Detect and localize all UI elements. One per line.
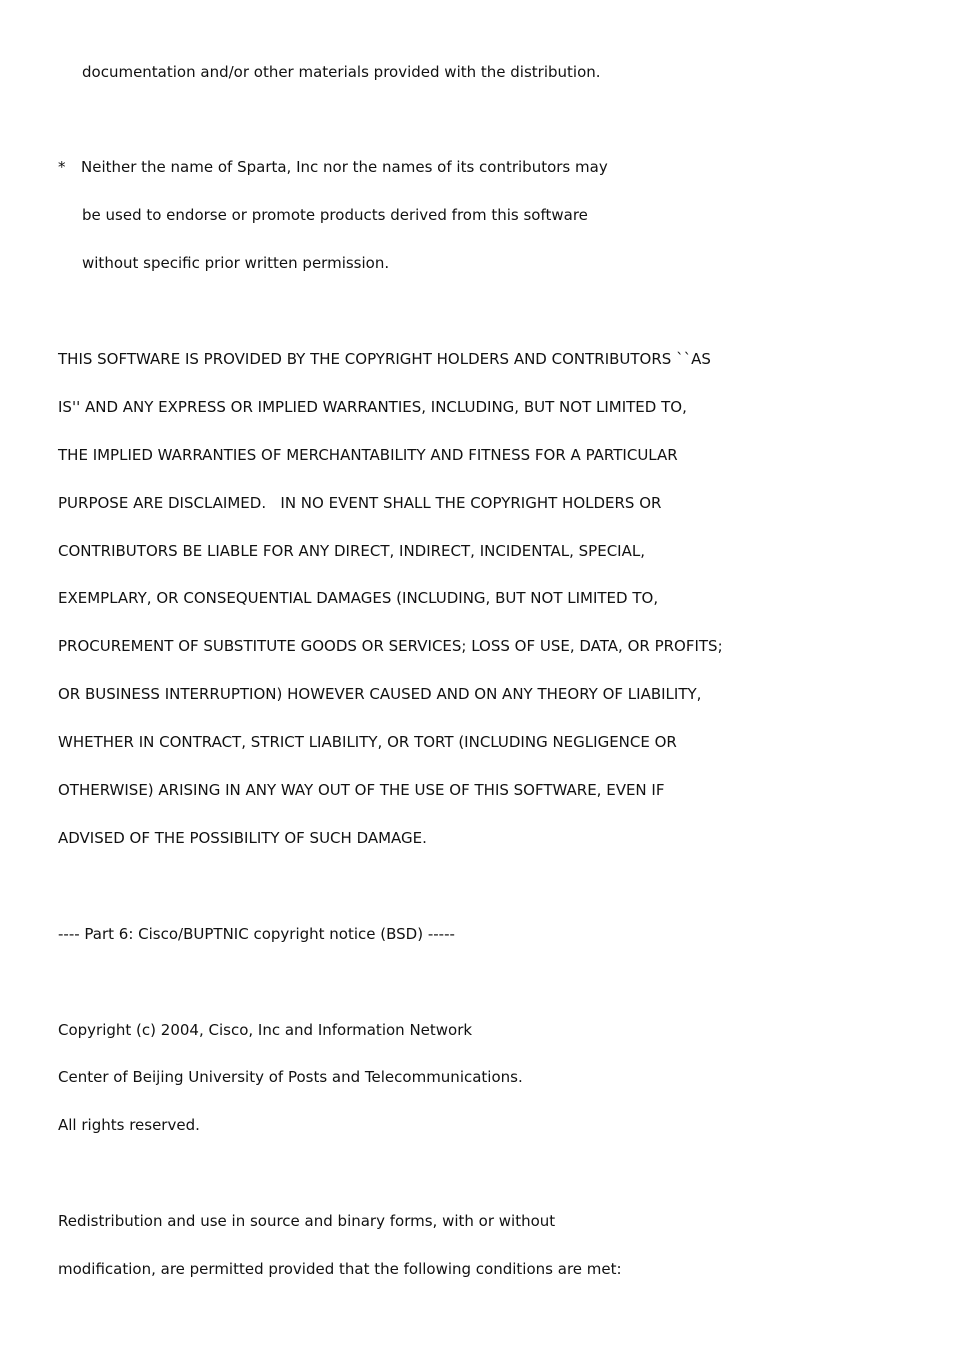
text-line: Center of Beijing University of Posts and Telecommunications. [58,1068,523,1086]
text-line: Copyright (c) 2004, Cisco, Inc and Information Network [58,1021,473,1039]
text-line: OR BUSINESS INTERRUPTION) HOWEVER CAUSED AND ON ANY THEORY OF LIABILITY, [58,685,702,703]
text-line: PURPOSE ARE DISCLAIMED. IN NO EVENT SHALL THE COPYRIGHT HOLDERS OR [58,494,662,512]
text-line: IS'' AND ANY EXPRESS OR IMPLIED WARRANTIES, INCLUDING, BUT NOT LIMITED TO, [58,398,687,416]
text-line: Neither the name of Sparta, Inc nor the names of its contributors may [81,158,608,176]
section-heading: ---- Part 6: Cisco/BUPTNIC copyright notice (BSD) ----- [58,925,455,943]
text-line: CONTRIBUTORS BE LIABLE FOR ANY DIRECT, INDIRECT, INCIDENTAL, SPECIAL, [58,542,645,560]
text-line: modification, are permitted provided that the following conditions are met: [58,1260,622,1278]
text-line: All rights reserved. [58,1116,200,1134]
text-line: Redistribution and use in source and binary forms, with or without [58,1212,556,1230]
text-line: THE IMPLIED WARRANTIES OF MERCHANTABILITY AND FITNESS FOR A PARTICULAR [58,446,678,464]
text-line: documentation and/or other materials provided with the distribution. [82,63,601,81]
text-line: ADVISED OF THE POSSIBILITY OF SUCH DAMAGE. [58,829,427,847]
text-line: WHETHER IN CONTRACT, STRICT LIABILITY, OR TORT (INCLUDING NEGLIGENCE OR [58,733,677,751]
text-line: be used to endorse or promote products derived from this software [82,206,588,224]
text-line: EXEMPLARY, OR CONSEQUENTIAL DAMAGES (INCLUDING, BUT NOT LIMITED TO, [58,589,659,607]
text-line: PROCUREMENT OF SUBSTITUTE GOODS OR SERVICES; LOSS OF USE, DATA, OR PROFITS; [58,637,723,655]
text-line: OTHERWISE) ARISING IN ANY WAY OUT OF THE USE OF THIS SOFTWARE, EVEN IF [58,781,665,799]
text-line: THIS SOFTWARE IS PROVIDED BY THE COPYRIGHT HOLDERS AND CONTRIBUTORS ``AS [58,350,711,368]
bullet-marker: * [58,158,66,176]
text-line: without specific prior written permission. [82,254,390,272]
